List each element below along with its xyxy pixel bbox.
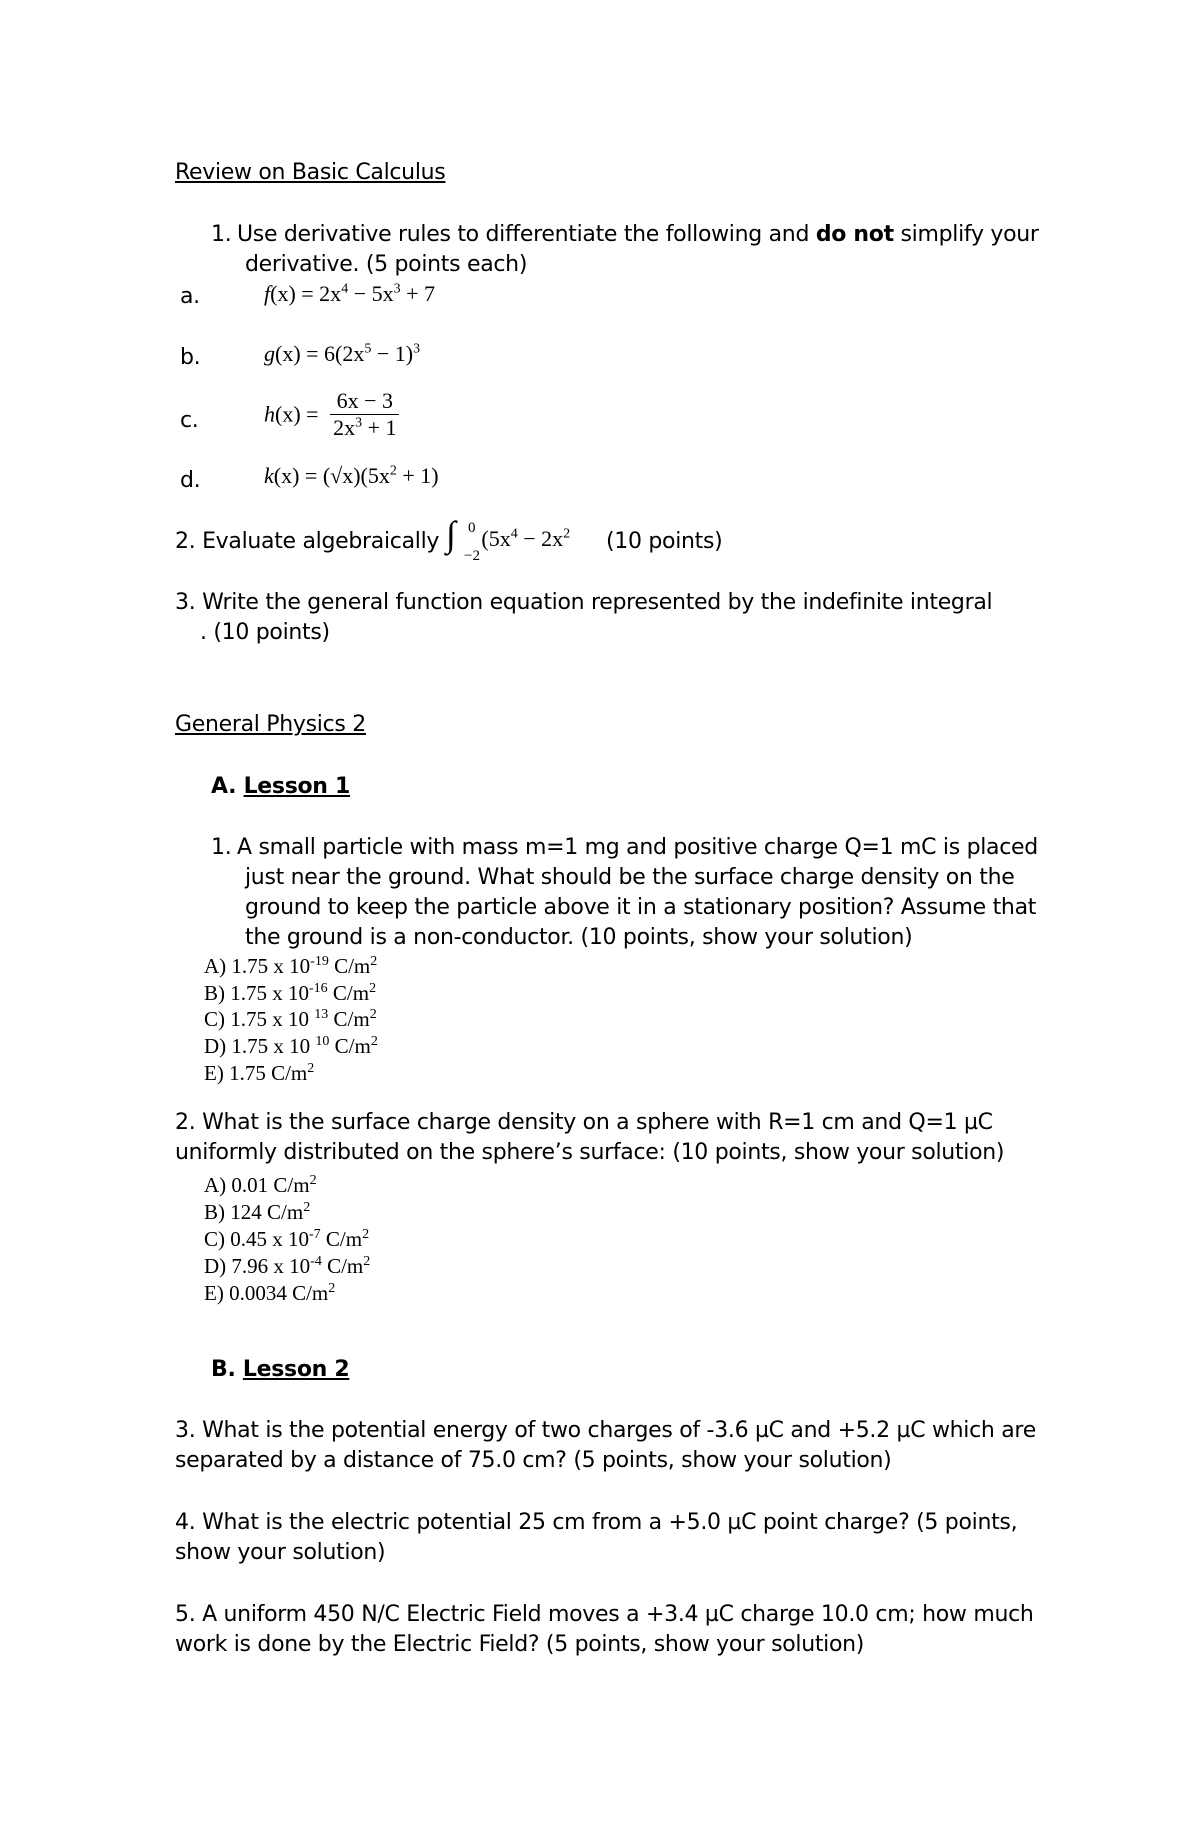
calc-q2-integral: ∫ 0 −2 ($5x^4 - 2x^2$: [446, 520, 570, 553]
phys-q2-option-c: C) 0.45 x $10^{-7}$ $C/m^2$: [204, 1227, 370, 1251]
phys-q4-line1: 4. What is the electric potential 25 cm from a +5.0 µC point charge? (5 points,: [175, 1510, 1018, 1535]
integral-upper-limit: 0: [468, 520, 476, 536]
phys-q2-line1: 2. What is the surface charge density on a sphere with R=1 cm and Q=1 µC: [175, 1110, 993, 1135]
item-a-label: a.: [180, 284, 200, 309]
calc-q3-line1: 3. Write the general function equation represented by the indefinite integral: [175, 590, 993, 615]
integral-sign: ∫: [446, 514, 456, 554]
phys-q5-line2: work is done by the Electric Field? (5 points, show your solution): [175, 1632, 865, 1657]
calc-q1-line1-post: simplify your: [893, 222, 1039, 247]
lesson1-heading: A. Lesson 1: [211, 774, 351, 799]
calc-q1-line1-pre: Use derivative rules to differentiate the following and: [237, 222, 816, 247]
phys-q3-line1: 3. What is the potential energy of two charges of -3.6 µC and +5.2 µC which are: [175, 1418, 1036, 1443]
item-d-equation: $k(x) = (√x)(5x^2 + 1)$: [264, 463, 439, 488]
item-c-equation: h(x) = $\frac{6x - 3}{2x^3 + 1}$: [264, 388, 399, 441]
calc-q1-line1: [237, 220, 1039, 250]
item-c-numerator: 6x − 3: [330, 388, 399, 415]
phys-q2-option-e: E) 0.0034 $C/m^2$: [204, 1281, 336, 1305]
phys-q1-option-d: D) 1.75 x 10 $^{10}$ $C/m^2$: [204, 1034, 378, 1058]
phys-q1-option-e: E) 1.75 $C/m^2$: [204, 1061, 315, 1085]
calc-q1-line1-bold: do not: [815, 222, 894, 247]
physics-section-title: General Physics 2: [175, 712, 366, 737]
calc-q1-number: 1.: [211, 222, 232, 247]
item-a-equation: $f(x) = 2x^4 - 5x^3 + 7$: [264, 281, 436, 306]
integral-lower-limit: −2: [464, 548, 480, 564]
phys-q2-line2: uniformly distributed on the sphere’s surface: (10 points, show your solution): [175, 1140, 1005, 1165]
item-b-equation: $g(x) = 6(2x^5 - 1)^3$: [264, 341, 421, 366]
phys-q2-option-b: B) 124 $C/m^2$: [204, 1200, 311, 1224]
phys-q3-line2: separated by a distance of 75.0 cm? (5 points, show your solution): [175, 1448, 892, 1473]
phys-q2-option-a: A) 0.01 $C/m^2$: [204, 1173, 317, 1197]
phys-q1-option-b: B) 1.75 x $10^{-16}$ $C/m^2$: [204, 981, 377, 1005]
calculus-section-title: Review on Basic Calculus: [175, 160, 446, 185]
phys-q5-line1: 5. A uniform 450 N/C Electric Field moves a +3.4 µC charge 10.0 cm; how much: [175, 1602, 1034, 1627]
phys-q1-option-c: C) 1.75 x 10 $^{13}$ $C/m^2$: [204, 1007, 377, 1031]
phys-q1-line4: the ground is a non-conductor. (10 points, show your solution): [245, 925, 913, 950]
lesson2-heading: B. Lesson 2: [211, 1357, 350, 1382]
phys-q1-number: 1.: [211, 835, 232, 860]
item-c-label: c.: [180, 408, 199, 433]
calc-q2-text: 2. Evaluate algebraically: [175, 529, 440, 554]
item-c-denominator: $2x^3 + 1$: [333, 415, 397, 440]
phys-q2-option-d: D) 7.96 x $10^{-4}$ $C/m^2$: [204, 1254, 371, 1278]
calc-q3-line2: . (10 points): [200, 620, 330, 645]
phys-q1-option-a: A) 1.75 x $10^{-19}$ $C/m^2$: [204, 954, 378, 978]
phys-q4-line2: show your solution): [175, 1540, 386, 1565]
phys-q1-line1: A small particle with mass m=1 mg and positive charge Q=1 mC is placed: [237, 835, 1038, 860]
item-d-label: d.: [180, 468, 201, 493]
phys-q1-line2: just near the ground. What should be the surface charge density on the: [245, 865, 1015, 890]
calc-q1-line2: derivative. (5 points each): [245, 252, 528, 277]
calc-q2-points: (10 points): [606, 529, 723, 554]
phys-q1-line3: ground to keep the particle above it in a stationary position? Assume that: [245, 895, 1037, 920]
item-b-label: b.: [180, 345, 201, 370]
